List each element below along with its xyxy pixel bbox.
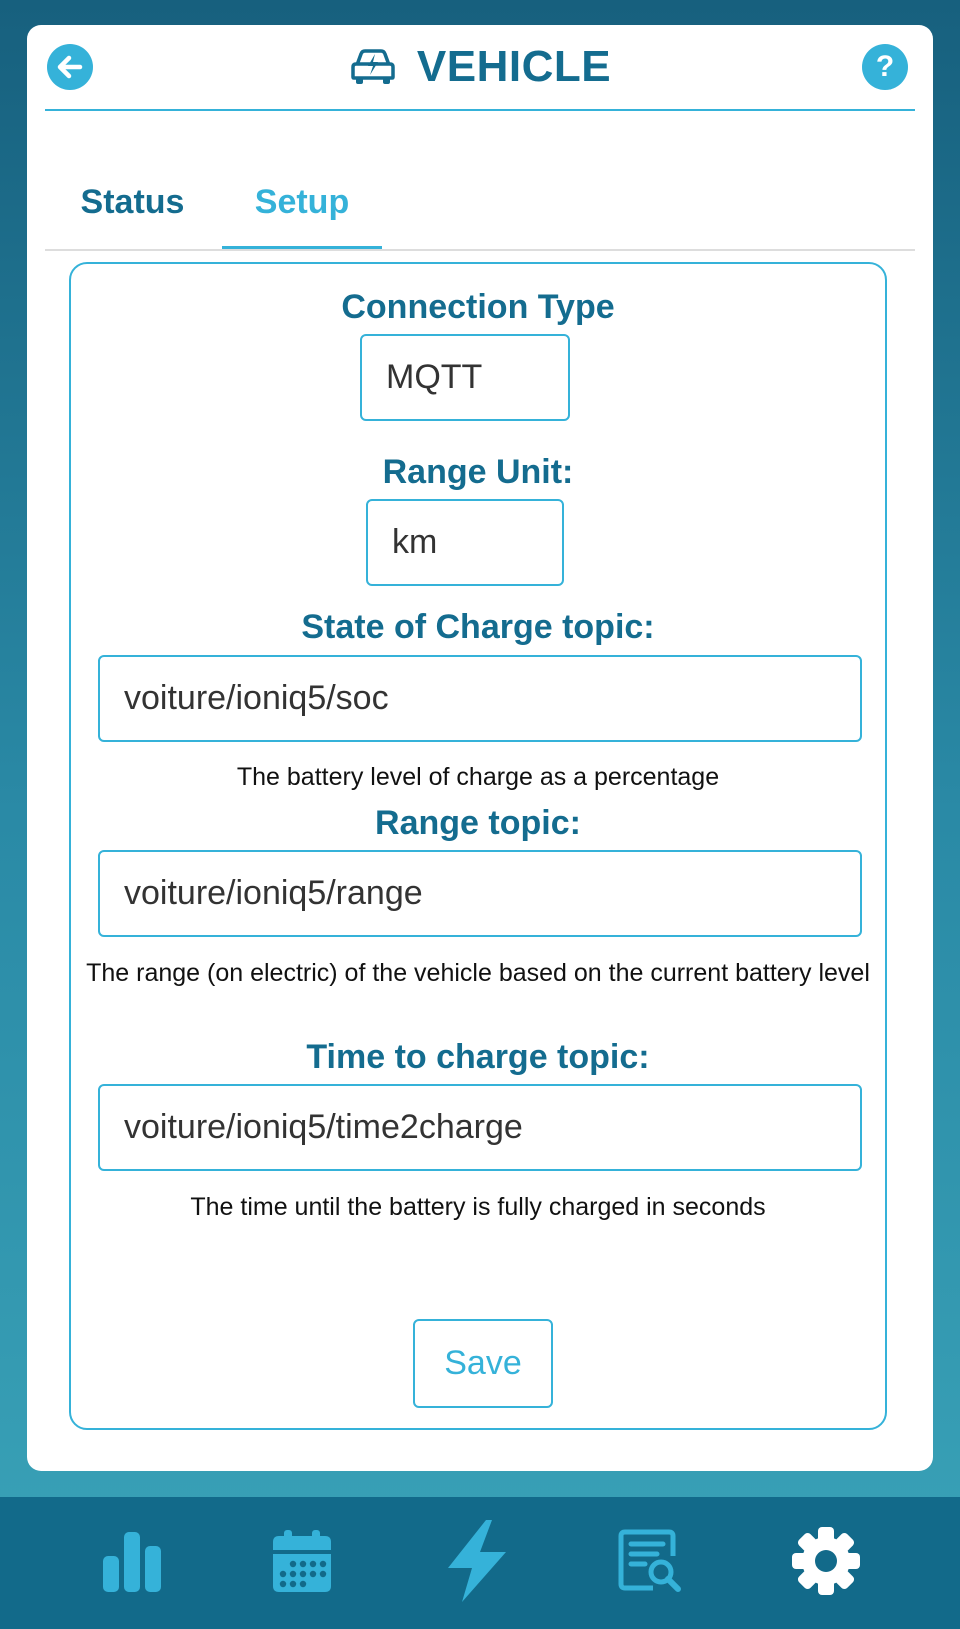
range-topic-input[interactable] — [98, 850, 862, 937]
log-search-icon — [617, 1528, 683, 1594]
page-title: VEHICLE — [416, 42, 612, 91]
connection-type-select[interactable] — [360, 334, 570, 421]
calendar-icon — [269, 1528, 335, 1594]
nav-item-settings[interactable] — [786, 1521, 866, 1601]
help-button[interactable] — [862, 44, 908, 90]
bar-chart-icon — [99, 1528, 165, 1594]
nav-item-schedule[interactable] — [262, 1521, 342, 1601]
bottom-nav — [0, 1497, 960, 1629]
time-topic-input[interactable] — [98, 1084, 862, 1171]
header-divider — [45, 109, 915, 111]
setup-form — [69, 262, 887, 1430]
lightning-icon — [440, 1518, 512, 1604]
range-unit-label: Range Unit: — [382, 453, 574, 491]
range-topic-label: Range topic: — [375, 804, 581, 842]
nav-item-stats[interactable] — [92, 1521, 172, 1601]
time-topic-help: The time until the battery is fully charged in seconds — [190, 1193, 766, 1221]
header — [27, 25, 933, 111]
gear-icon — [790, 1525, 862, 1597]
tab-status[interactable]: Status — [80, 183, 185, 221]
nav-item-charge[interactable] — [436, 1521, 516, 1601]
soc-topic-label: State of Charge topic: — [301, 608, 655, 646]
tab-bar — [45, 155, 915, 251]
main-card — [27, 25, 933, 1471]
range-unit-select[interactable] — [366, 499, 564, 586]
soc-topic-input[interactable] — [98, 655, 862, 742]
save-button[interactable]: Save — [413, 1319, 553, 1408]
nav-item-logs[interactable] — [610, 1521, 690, 1601]
time-topic-label: Time to charge topic: — [306, 1038, 650, 1076]
soc-topic-help: The battery level of charge as a percentage — [236, 763, 720, 791]
range-topic-help: The range (on electric) of the vehicle based on the current battery level — [86, 959, 870, 987]
tab-divider — [45, 249, 915, 251]
connection-type-label: Connection Type — [341, 288, 615, 326]
question-icon: ? — [875, 50, 895, 83]
tab-setup[interactable]: Setup — [222, 155, 382, 249]
electric-car-icon — [349, 47, 397, 87]
page-title-group — [27, 39, 933, 95]
